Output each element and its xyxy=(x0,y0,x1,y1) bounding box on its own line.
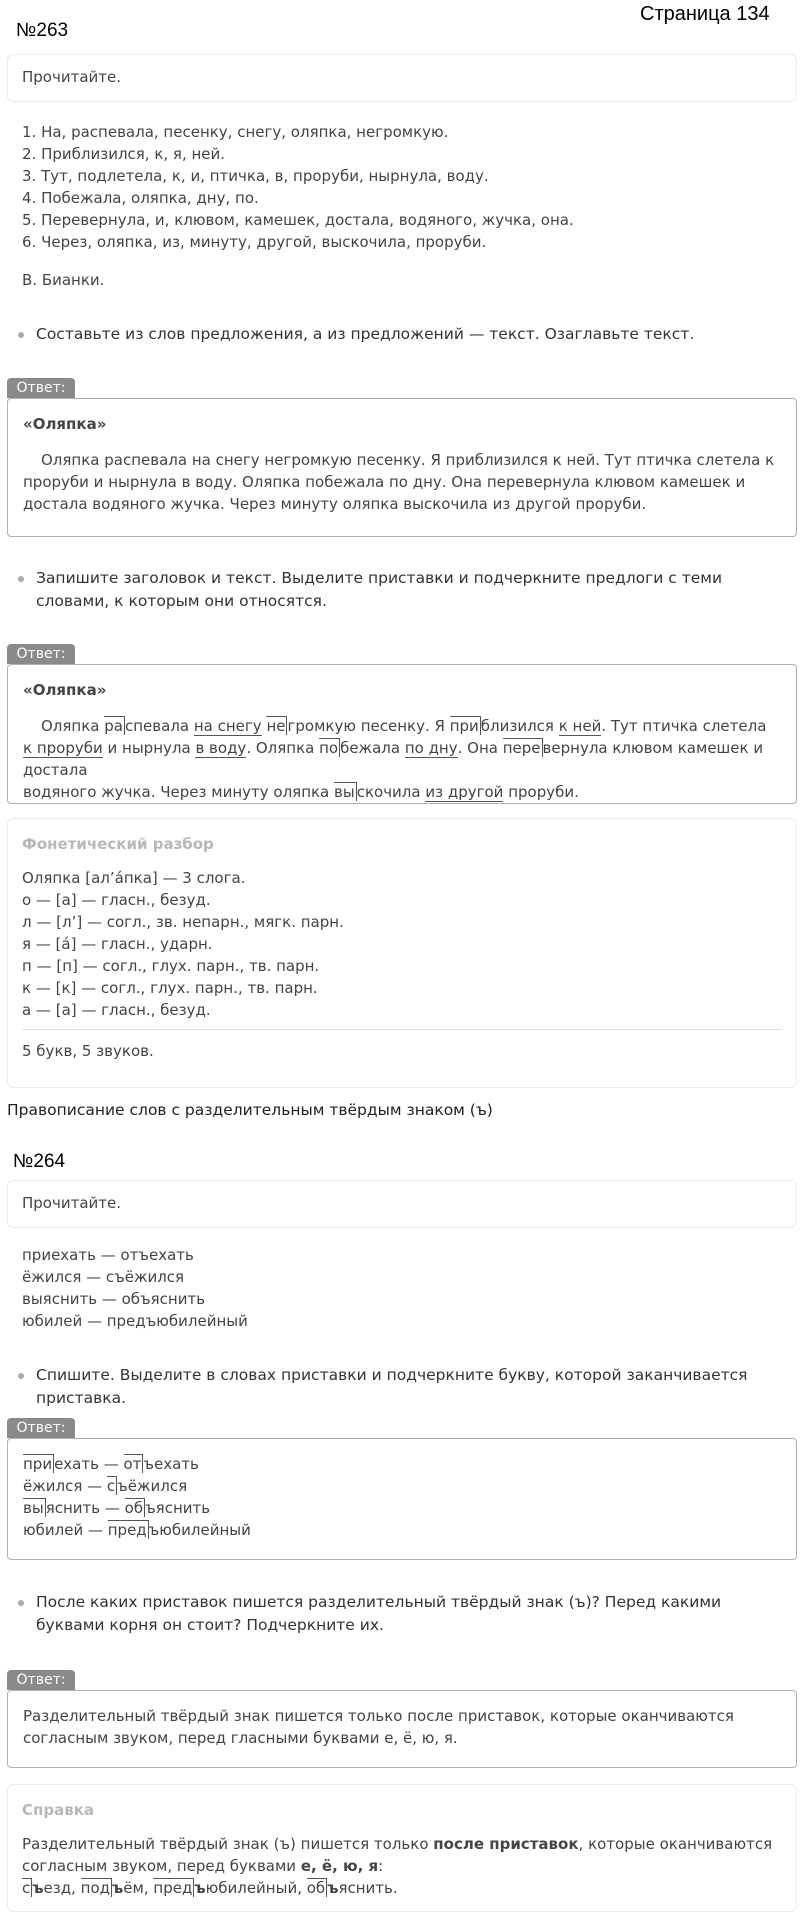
prefix-mark: вы xyxy=(23,1499,44,1517)
text-run: ехать — xyxy=(54,1455,124,1473)
text-run: скочила xyxy=(356,783,426,801)
list-item: ёжился — съёжился xyxy=(22,1268,185,1286)
question-bullet xyxy=(18,1591,768,1637)
prefix-mark: при xyxy=(23,1455,53,1473)
phonetic-line: п — [п] — согл., глух. парн., тв. парн. xyxy=(22,957,320,975)
marked-line xyxy=(23,1453,781,1475)
author: В. Бианки. xyxy=(22,271,105,289)
task-text: Прочитайте. xyxy=(22,1194,122,1212)
preposition-underline: на снегу xyxy=(193,717,262,735)
text-run: и нырнула xyxy=(102,739,196,757)
answer-text: Оляпка распевала на снегу негромкую песенку. Я приблизился к ней. Тут птичка слетела к проруби и нырнула в воду. Оляпка побежала по дну. Она перевернула клювом камешек и достала водяного жучка. Через минуту оляпка выскочила из другой проруби. xyxy=(23,451,775,513)
answer-tab: Ответ: xyxy=(7,644,75,664)
answer-title: «Оляпка» xyxy=(23,681,107,699)
reference-examples xyxy=(22,1877,782,1899)
bullet-dot-icon xyxy=(18,1373,24,1379)
preposition-underline: к ней xyxy=(558,717,602,735)
text-run: близился xyxy=(480,717,559,735)
prefix-mark: об xyxy=(306,1879,326,1897)
answer-box xyxy=(7,664,797,804)
text-run: яснить. xyxy=(338,1879,398,1897)
question-bullet xyxy=(18,1364,768,1410)
phonetic-line: Оляпка [ал’а́пка] — 3 слога. xyxy=(22,869,246,887)
list-item: 1. На, распевала, песенку, снегу, оляпка, негромкую. xyxy=(22,123,449,141)
bullet-dot-icon xyxy=(18,576,24,582)
question-text: Составьте из слов предложения, а из предложений — текст. Озаглавьте текст. xyxy=(36,325,695,343)
prefix-mark: по xyxy=(319,739,339,757)
task-card-263 xyxy=(7,54,797,102)
prefix-mark: вы xyxy=(334,783,355,801)
text-run: езд, xyxy=(43,1879,81,1897)
phonetic-line: о — [а] — гласн., безуд. xyxy=(22,891,211,909)
list-item: 3. Тут, подлетела, к, и, птичка, в, проруби, нырнула, воду. xyxy=(22,167,489,185)
text-run: ём, xyxy=(123,1879,154,1897)
answer-title: «Оляпка» xyxy=(23,415,107,433)
prefix-mark: пред xyxy=(107,1521,147,1539)
exercise-number-264: №264 xyxy=(13,1151,66,1172)
marked-line xyxy=(23,781,781,803)
text-run: водяного жучка. Через минуту оляпка xyxy=(23,783,335,801)
text-run: Разделительный твёрдый знак (ъ) пишется только xyxy=(22,1835,434,1853)
text-run: Оляпка xyxy=(41,717,105,735)
answer-box xyxy=(7,1438,797,1560)
prefix-mark: ра xyxy=(104,717,123,735)
text-run: ъехать xyxy=(143,1455,199,1473)
phonetic-title: Фонетический разбор xyxy=(22,835,214,853)
list-item: 4. Побежала, оляпка, дну, по. xyxy=(22,189,259,207)
section-heading: Правописание слов с разделительным твёрдым знаком (ъ) xyxy=(7,1101,493,1119)
text-run: ъяснить xyxy=(145,1499,211,1517)
answer-text: Разделительный твёрдый знак пишется только после приставок, которые оканчиваются согласным звуком, перед гласными буквами е, ё, ю, я. xyxy=(23,1707,734,1747)
task-text: Прочитайте. xyxy=(22,68,122,86)
text-run: проруби. xyxy=(503,783,579,801)
text-run: ъёжился xyxy=(117,1477,188,1495)
marked-line xyxy=(23,1475,781,1497)
prefix-mark: пред xyxy=(153,1879,193,1897)
list-item: приехать — отъехать xyxy=(22,1246,194,1264)
question-bullet xyxy=(18,567,768,613)
marked-line xyxy=(23,1497,781,1519)
text-run: юбилей — xyxy=(23,1521,108,1539)
prefix-mark: от xyxy=(123,1455,142,1473)
reference-title: Справка xyxy=(22,1801,95,1819)
prefix-mark: под xyxy=(80,1879,111,1897)
text-run: . Она xyxy=(457,739,503,757)
bold-text: ъ xyxy=(327,1879,339,1897)
phonetic-line: а — [а] — гласн., безуд. xyxy=(22,1001,211,1019)
list-item: 2. Приблизился, к, я, ней. xyxy=(22,145,226,163)
text-run: ъюбилейный xyxy=(148,1521,251,1539)
list-item: 6. Через, оляпка, из, минуту, другой, выскочила, проруби. xyxy=(22,233,487,251)
question-text: Спишите. Выделите в словах приставки и подчеркните букву, которой заканчивается приставка. xyxy=(36,1366,748,1407)
divider xyxy=(22,1029,782,1030)
exercise-number-263: №263 xyxy=(16,20,69,41)
answer-tab: Ответ: xyxy=(7,378,75,398)
text-run: , которые оканчиваются xyxy=(578,1835,773,1853)
text-run: спевала xyxy=(124,717,194,735)
prefix-mark: при xyxy=(449,717,479,735)
preposition-underline: по дну xyxy=(404,739,458,757)
question-text: Запишите заголовок и текст. Выделите приставки и подчеркните предлоги с теми словами, к которым они относятся. xyxy=(36,569,723,610)
phonetic-analysis-card xyxy=(7,818,797,1088)
phonetic-summary: 5 букв, 5 звуков. xyxy=(22,1042,154,1060)
list-item: выяснить — объяснить xyxy=(22,1290,206,1308)
text-run: . Тут птичка слетела xyxy=(601,717,767,735)
bold-text: ъ xyxy=(112,1879,124,1897)
reference-line xyxy=(22,1855,782,1877)
prefix-mark: с xyxy=(106,1477,116,1495)
bold-text: ъ xyxy=(194,1879,206,1897)
preposition-underline: к проруби xyxy=(23,739,103,757)
list-item: 5. Перевернула, и, клювом, камешек, достала, водяного, жучка, она. xyxy=(22,211,574,229)
prefix-mark: с xyxy=(22,1879,31,1897)
text-run: яснить — xyxy=(45,1499,125,1517)
task-card-264 xyxy=(7,1180,797,1228)
reference-card xyxy=(7,1784,797,1912)
page-label: Страница 134 xyxy=(640,3,770,25)
prefix-mark: не xyxy=(266,717,286,735)
bullet-dot-icon xyxy=(18,332,24,338)
answer-box xyxy=(7,398,797,537)
word-pairs-list xyxy=(22,1244,248,1332)
marked-line xyxy=(23,737,781,781)
preposition-underline: в воду xyxy=(195,739,247,757)
sentence-list xyxy=(22,121,574,253)
prefix-mark: пере xyxy=(502,739,541,757)
text-run: юбилейный, xyxy=(205,1879,307,1897)
text-run: согласным звуком, перед буквами xyxy=(22,1857,301,1875)
text-run: громкую песенку. Я xyxy=(287,717,450,735)
preposition-underline: из другой xyxy=(425,783,504,801)
phonetic-line: л — [л’] — согл., зв. непарн., мягк. парн. xyxy=(22,913,344,931)
text-run: бежала xyxy=(340,739,405,757)
text-run: . Оляпка xyxy=(246,739,320,757)
bullet-dot-icon xyxy=(18,1600,24,1606)
phonetic-line: к — [к] — согл., глух. парн., тв. парн. xyxy=(22,979,318,997)
bold-text: после приставок xyxy=(433,1835,579,1853)
marked-line xyxy=(23,715,781,737)
reference-line xyxy=(22,1833,782,1855)
answer-tab: Ответ: xyxy=(7,1670,75,1690)
text-run: : xyxy=(378,1857,384,1875)
question-text: После каких приставок пишется разделительный твёрдый знак (ъ)? Перед какими буквами корня он стоит? Подчеркните их. xyxy=(36,1593,722,1634)
bold-text: е, ё, ю, я xyxy=(300,1857,379,1875)
question-bullet xyxy=(18,323,768,346)
text-run: ёжился — xyxy=(23,1477,107,1495)
answer-box xyxy=(7,1690,797,1768)
marked-line xyxy=(23,1519,781,1541)
answer-tab: Ответ: xyxy=(7,1418,75,1438)
bold-text: ъ xyxy=(32,1879,44,1897)
prefix-mark: об xyxy=(124,1499,144,1517)
phonetic-line: я — [а́] — гласн., ударн. xyxy=(22,935,213,953)
text-run: вернула клювом камешек и достала xyxy=(23,739,764,779)
list-item: юбилей — предъюбилейный xyxy=(22,1312,248,1330)
